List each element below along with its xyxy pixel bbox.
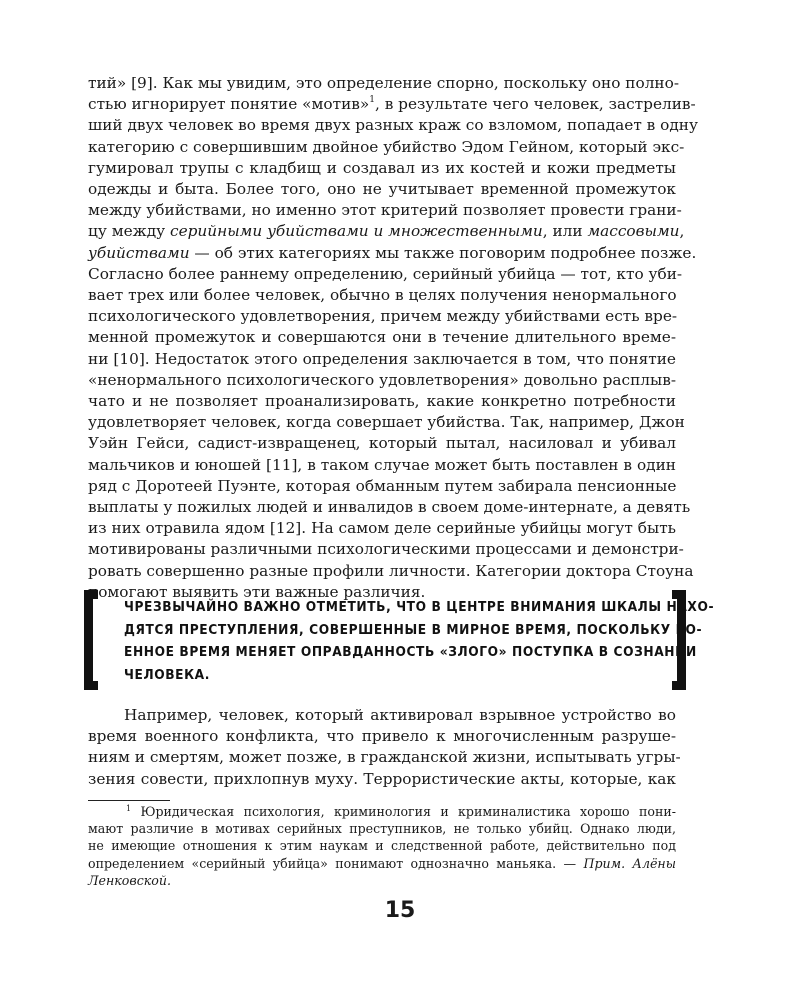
text-line: время военного конфликта, что привело к многочисленным разруше- bbox=[88, 727, 676, 746]
text-fragment: цу между bbox=[88, 222, 171, 241]
text-line: помогают выявить эти важные различия. bbox=[88, 582, 426, 601]
text-line: вает трех или более человек, обычно в целях получения ненормального bbox=[88, 286, 677, 305]
footnote-line bbox=[88, 872, 676, 889]
page-number: 15 bbox=[384, 898, 416, 923]
text-line: ниям и смертям, может позже, в гражданской жизни, испытывать угры- bbox=[88, 748, 681, 767]
text-fragment: — об этих категориях мы также поговорим подробнее позже. bbox=[189, 243, 697, 262]
text-line bbox=[88, 94, 696, 115]
text-fragment: , bbox=[679, 222, 685, 241]
text-line: Уэйн Гейси, садист-извращенец, который пытал, насиловал и убивал bbox=[88, 434, 676, 453]
callout-line: ДЯТСЯ ПРЕСТУПЛЕНИЯ, СОВЕРШЕННЫЕ В МИРНОЕ ВРЕМЯ, ПОСКОЛЬКУ ВО- bbox=[124, 621, 703, 638]
footnote-divider bbox=[88, 800, 170, 801]
text-fragment: определением «серийный убийца» понимают однозначно маньяка. — bbox=[88, 855, 584, 871]
footnote-attribution: Ленковской. bbox=[88, 872, 171, 888]
text-fragment: стью игнорирует понятие «мотив» bbox=[88, 95, 370, 114]
main-text bbox=[88, 73, 698, 603]
text-line: мальчиков и юношей [11], в таком случае может быть поставлен в один bbox=[88, 455, 676, 474]
callout-line: ЧРЕЗВЫЧАЙНО ВАЖНО ОТМЕТИТЬ, ЧТО В ЦЕНТРЕ ВНИМАНИЯ ШКАЛЫ НАХО- bbox=[124, 599, 715, 615]
footnote-line bbox=[88, 855, 676, 872]
footnote-line bbox=[88, 803, 676, 820]
footnote-ref[interactable]: 1 bbox=[369, 95, 375, 106]
text-line: ший двух человек во время двух разных краж со взломом, попадает в одну bbox=[88, 116, 698, 135]
text-line: гумировал трупы с кладбищ и создавал из их костей и кожи предметы bbox=[88, 158, 676, 177]
text-line: выплаты у пожилых людей и инвалидов в своем доме-интернате, а девять bbox=[88, 498, 691, 517]
text-line: мотивированы различными психологическими процессами и демонстри- bbox=[88, 540, 684, 559]
text-line: ни [10]. Недостаток этого определения заключается в том, что понятие bbox=[88, 349, 676, 368]
text-line: «ненормального психологического удовлетворения» довольно расплыв- bbox=[88, 370, 676, 389]
text-line bbox=[88, 243, 697, 264]
text-fragment: , в результате чего человек, застрелив- bbox=[374, 95, 696, 114]
left-bracket-icon bbox=[84, 590, 98, 690]
italic-term: серийными убийствами и множественными bbox=[170, 222, 543, 241]
footnote-marker: 1 bbox=[126, 803, 132, 813]
text-line: психологического удовлетворения, причем между убийствами есть вре- bbox=[88, 307, 678, 326]
continuation-text bbox=[88, 705, 681, 790]
text-line: ровать совершенно разные профили личности. Категории доктора Стоуна bbox=[88, 561, 694, 580]
text-line: тий» [9]. Как мы увидим, это определение спорно, поскольку оно полно- bbox=[88, 74, 680, 92]
text-line: чато и не позволяет проанализировать, какие конкретно потребности bbox=[88, 392, 676, 411]
right-bracket-icon bbox=[672, 590, 686, 690]
text-line: одежды и быта. Более того, оно не учитывает временной промежуток bbox=[88, 180, 676, 199]
text-line bbox=[88, 221, 685, 242]
text-line: категорию с совершившим двойное убийство Эдом Гейном, который экс- bbox=[88, 137, 685, 156]
callout-quote bbox=[84, 590, 715, 692]
text-line: между убийствами, но именно этот критерий позволяет провести грани- bbox=[88, 201, 682, 220]
text-line: зения совести, прихлопнув муху. Террористические акты, которые, как bbox=[88, 769, 676, 788]
footnote-attribution: Прим. Алёны bbox=[583, 855, 676, 871]
italic-term: массовыми bbox=[587, 222, 680, 241]
text-line: Например, человек, который активировал взрывное устройство во bbox=[124, 706, 676, 724]
text-line: из них отравила ядом [12]. На самом деле серийные убийцы могут быть bbox=[88, 519, 676, 538]
footnote-line: мают различие в мотивах серийных преступников, не только убийц. Однако люди, bbox=[88, 821, 676, 837]
callout-line: ЧЕЛОВЕКА. bbox=[124, 666, 210, 683]
italic-term: убийствами bbox=[88, 243, 190, 262]
callout-line: ЕННОЕ ВРЕМЯ МЕНЯЕТ ОПРАВДАННОСТЬ «ЗЛОГО» ПОСТУПКА В СОЗНАНИИ bbox=[124, 644, 697, 660]
callout-text bbox=[124, 596, 715, 686]
text-line: удовлетворяет человек, когда совершает убийства. Так, например, Джон bbox=[88, 413, 685, 432]
footnote-line: не имеющие отношения к этим наукам и следственной работе, действительно под bbox=[88, 838, 676, 854]
text-line: менной промежуток и совершаются они в течение длительного време- bbox=[88, 328, 676, 347]
text-fragment: , или bbox=[542, 222, 588, 241]
text-line: ряд с Доротеей Пуэнте, которая обманным путем забирала пенсионные bbox=[88, 476, 677, 495]
text-fragment: Юридическая психология, криминология и криминалистика хорошо пони- bbox=[131, 804, 676, 819]
footnote bbox=[88, 803, 676, 889]
text-line: Согласно более раннему определению, серийный убийца — тот, кто уби- bbox=[88, 264, 683, 283]
